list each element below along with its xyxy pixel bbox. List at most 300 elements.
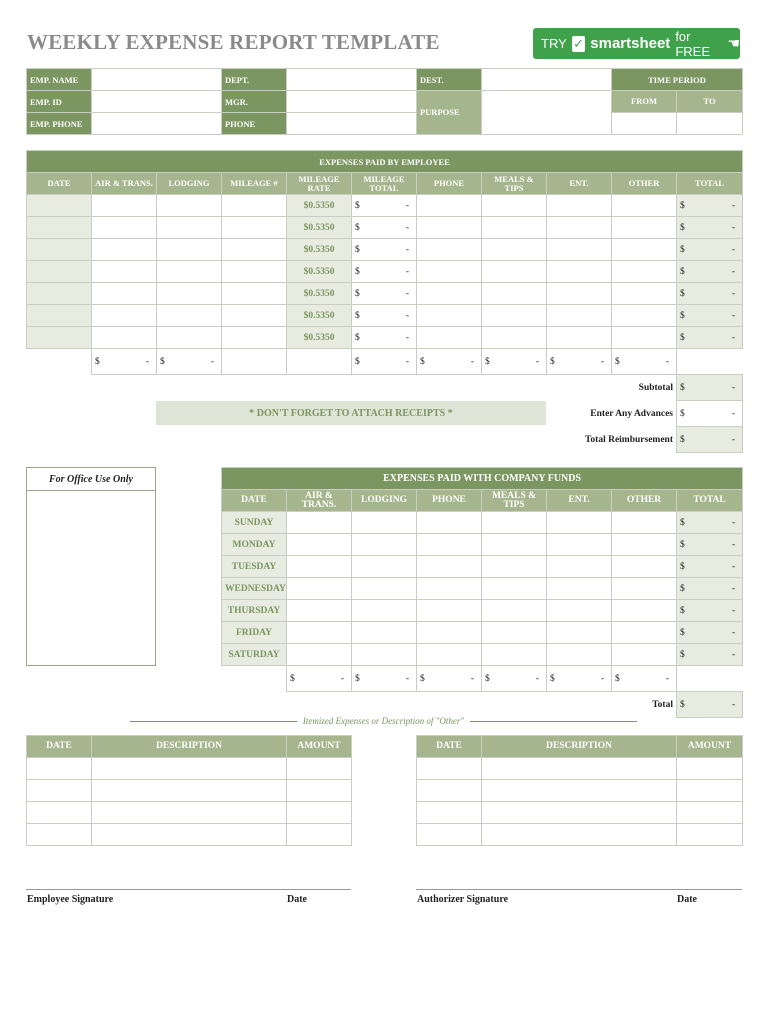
company-expense-input-cell[interactable] [612, 600, 677, 622]
company-col-header: ENT. [547, 490, 612, 512]
company-expense-input-cell[interactable] [612, 622, 677, 644]
company-total-value [677, 692, 743, 718]
mileage-total-cell [352, 261, 417, 283]
currency-symbol: $ [550, 673, 555, 684]
currency-symbol: $ [355, 200, 360, 211]
mileage-total-cell [352, 305, 417, 327]
amount-value: - [731, 332, 736, 343]
purpose-field[interactable] [482, 91, 612, 135]
company-expense-input-cell[interactable] [482, 556, 547, 578]
company-expense-input-cell[interactable] [352, 644, 417, 666]
date-cell[interactable] [27, 305, 92, 327]
company-expense-input-cell[interactable] [612, 578, 677, 600]
expense-input-cell[interactable] [417, 261, 482, 283]
row-total-cell [677, 305, 743, 327]
expense-input-cell[interactable] [92, 327, 157, 349]
currency-symbol: $ [680, 583, 685, 594]
company-column-totals-row [222, 666, 743, 692]
company-day-row [222, 578, 743, 600]
currency-symbol: $ [680, 649, 685, 660]
day-label: FRIDAY [222, 622, 287, 644]
expense-input-cell[interactable] [612, 239, 677, 261]
date-cell[interactable] [27, 283, 92, 305]
mileage-rate-cell: $0.5350 [287, 261, 352, 283]
amount-value: - [405, 310, 409, 321]
expense-input-cell[interactable] [157, 217, 222, 239]
expense-input-cell[interactable] [482, 217, 547, 239]
currency-symbol: $ [95, 356, 100, 367]
company-column-total-cell [287, 666, 352, 692]
employee-signature-label: Employee Signature [27, 894, 114, 905]
mileage-rate-cell: $0.5350 [287, 239, 352, 261]
emp-phone-field[interactable] [92, 113, 222, 135]
expense-input-cell[interactable] [547, 195, 612, 217]
amount-value: - [405, 356, 409, 367]
company-expense-input-cell[interactable] [287, 644, 352, 666]
amount-value: - [535, 356, 539, 367]
page-title: WEEKLY EXPENSE REPORT TEMPLATE [27, 30, 440, 54]
itemized-col-header: DATE [417, 736, 482, 758]
itemized-input-cell[interactable] [417, 802, 482, 824]
currency-symbol: $ [355, 266, 360, 277]
mileage-total-cell [352, 239, 417, 261]
company-expense-input-cell[interactable] [287, 556, 352, 578]
day-total-cell [677, 644, 743, 666]
amount-value: - [405, 244, 409, 255]
dest-field[interactable] [482, 69, 612, 91]
from-field[interactable] [612, 113, 677, 135]
company-expense-input-cell[interactable] [417, 512, 482, 534]
expense-input-cell[interactable] [482, 305, 547, 327]
amount-value: - [731, 561, 736, 572]
company-expense-input-cell[interactable] [612, 644, 677, 666]
employee-date-label: Date [287, 894, 307, 905]
date-cell[interactable] [27, 261, 92, 283]
expense-input-cell[interactable] [417, 239, 482, 261]
expense-input-cell[interactable] [157, 239, 222, 261]
currency-symbol: $ [680, 561, 685, 572]
divider-line-left [130, 721, 297, 722]
amount-value: - [731, 699, 736, 710]
amount-value: - [731, 200, 736, 211]
itemized-col-header: DATE [27, 736, 92, 758]
mileage-rate-cell: $0.5350 [287, 217, 352, 239]
column-total-cell [352, 349, 417, 375]
expense-input-cell[interactable] [417, 217, 482, 239]
try-label: TRY [541, 36, 567, 51]
company-expense-input-cell[interactable] [547, 512, 612, 534]
try-smartsheet-button[interactable] [533, 28, 740, 59]
itemized-input-cell[interactable] [482, 824, 677, 846]
spacer [27, 349, 92, 375]
itemized-input-cell[interactable] [287, 802, 352, 824]
spacer [677, 349, 743, 375]
day-label: WEDNESDAY [222, 578, 287, 600]
office-use-box [26, 467, 156, 666]
itemized-input-cell[interactable] [677, 824, 743, 846]
expense-input-cell[interactable] [92, 305, 157, 327]
company-day-row [222, 600, 743, 622]
company-day-row [222, 512, 743, 534]
amount-value: - [340, 673, 344, 684]
employee-col-header: MILEAGE RATE [287, 173, 352, 195]
currency-symbol: $ [680, 288, 685, 299]
itemized-input-cell[interactable] [92, 780, 287, 802]
expense-input-cell[interactable] [547, 283, 612, 305]
authorizer-signature-label: Authorizer Signature [417, 894, 509, 905]
mileage-total-cell [352, 195, 417, 217]
itemized-row [27, 758, 352, 780]
expense-input-cell[interactable] [612, 217, 677, 239]
office-use-label: For Office Use Only [27, 468, 155, 491]
itemized-input-cell[interactable] [417, 824, 482, 846]
expense-input-cell[interactable] [612, 195, 677, 217]
amount-value: - [731, 310, 736, 321]
from-label: FROM [612, 91, 677, 113]
currency-symbol: $ [680, 605, 685, 616]
itemized-input-cell[interactable] [27, 780, 92, 802]
amount-value: - [665, 356, 669, 367]
company-day-row [222, 556, 743, 578]
expense-input-cell[interactable] [482, 327, 547, 349]
expense-input-cell[interactable] [222, 195, 287, 217]
company-expense-input-cell[interactable] [612, 534, 677, 556]
expense-input-cell[interactable] [157, 283, 222, 305]
mgr-field[interactable] [287, 91, 417, 113]
company-expense-input-cell[interactable] [352, 622, 417, 644]
emp-phone-label: EMP. PHONE [27, 113, 92, 135]
company-expense-input-cell[interactable] [352, 512, 417, 534]
currency-symbol: $ [615, 356, 620, 367]
expense-input-cell[interactable] [222, 283, 287, 305]
itemized-input-cell[interactable] [287, 824, 352, 846]
expense-input-cell[interactable] [92, 283, 157, 305]
mileage-total-cell [352, 283, 417, 305]
employee-col-header: AIR & TRANS. [92, 173, 157, 195]
amount-value: - [145, 356, 149, 367]
amount-value: - [405, 288, 409, 299]
company-expense-input-cell[interactable] [547, 622, 612, 644]
company-expense-input-cell[interactable] [287, 578, 352, 600]
itemized-label: Itemized Expenses or Description of "Other" [302, 716, 465, 726]
currency-symbol: $ [355, 356, 360, 367]
amount-value: - [731, 583, 736, 594]
amount-value: - [405, 266, 409, 277]
subtotal-row [27, 375, 743, 401]
company-expense-input-cell[interactable] [482, 578, 547, 600]
date-cell[interactable] [27, 217, 92, 239]
employee-expense-row [27, 217, 743, 239]
employee-col-header: MILEAGE # [222, 173, 287, 195]
employee-col-header: ENT. [547, 173, 612, 195]
itemized-input-cell[interactable] [482, 802, 677, 824]
authorizer-signature-line[interactable] [416, 889, 742, 890]
company-expense-input-cell[interactable] [482, 534, 547, 556]
row-total-cell [677, 239, 743, 261]
currency-symbol: $ [680, 222, 685, 233]
mileage-rate-cell: $0.5350 [287, 305, 352, 327]
company-expense-input-cell[interactable] [287, 600, 352, 622]
column-total-cell [92, 349, 157, 375]
company-expense-input-cell[interactable] [417, 600, 482, 622]
employee-col-header: OTHER [612, 173, 677, 195]
expense-input-cell[interactable] [157, 195, 222, 217]
expense-input-cell[interactable] [482, 283, 547, 305]
itemized-row [417, 824, 743, 846]
company-expense-input-cell[interactable] [547, 644, 612, 666]
column-total-cell [157, 349, 222, 375]
company-column-total-cell [547, 666, 612, 692]
itemized-row [27, 780, 352, 802]
company-col-header: PHONE [417, 490, 482, 512]
company-column-total-cell [417, 666, 482, 692]
dept-field[interactable] [287, 69, 417, 91]
expense-input-cell[interactable] [547, 327, 612, 349]
date-cell[interactable] [27, 239, 92, 261]
currency-symbol: $ [160, 356, 165, 367]
day-label: MONDAY [222, 534, 287, 556]
expense-input-cell[interactable] [222, 305, 287, 327]
company-expense-input-cell[interactable] [482, 644, 547, 666]
employee-expense-row [27, 305, 743, 327]
currency-symbol: $ [680, 627, 685, 638]
emp-name-label: EMP. NAME [27, 69, 92, 91]
expense-input-cell[interactable] [547, 261, 612, 283]
company-expense-input-cell[interactable] [352, 600, 417, 622]
expense-input-cell[interactable] [417, 283, 482, 305]
expense-input-cell[interactable] [482, 195, 547, 217]
employee-col-header: DATE [27, 173, 92, 195]
itemized-input-cell[interactable] [27, 824, 92, 846]
day-total-cell [677, 512, 743, 534]
currency-symbol: $ [420, 356, 425, 367]
currency-symbol: $ [420, 673, 425, 684]
amount-value: - [600, 356, 604, 367]
amount-value: - [731, 244, 736, 255]
expense-input-cell[interactable] [482, 261, 547, 283]
company-column-total-cell [612, 666, 677, 692]
employee-column-totals-row [27, 349, 743, 375]
employee-expense-row [27, 283, 743, 305]
expense-input-cell[interactable] [417, 195, 482, 217]
expense-input-cell[interactable] [482, 239, 547, 261]
itemized-input-cell[interactable] [417, 780, 482, 802]
company-total-row [222, 692, 743, 718]
employee-col-header: MILEAGE TOTAL [352, 173, 417, 195]
company-expense-input-cell[interactable] [287, 512, 352, 534]
company-total-label: Total [652, 699, 673, 710]
company-expense-input-cell[interactable] [352, 578, 417, 600]
itemized-input-cell[interactable] [92, 824, 287, 846]
expense-input-cell[interactable] [547, 305, 612, 327]
amount-value: - [210, 356, 214, 367]
company-expense-input-cell[interactable] [482, 600, 547, 622]
to-label: TO [677, 91, 743, 113]
employee-expense-row [27, 239, 743, 261]
expense-input-cell[interactable] [417, 305, 482, 327]
amount-value: - [731, 517, 736, 528]
day-total-cell [677, 578, 743, 600]
company-expenses-table [221, 467, 743, 718]
itemized-input-cell[interactable] [677, 780, 743, 802]
itemized-table-right [416, 735, 743, 846]
mileage-total-cell [352, 217, 417, 239]
itemized-input-cell[interactable] [92, 758, 287, 780]
amount-value: - [405, 673, 409, 684]
amount-value: - [731, 649, 736, 660]
mgr-label: MGR. [222, 91, 287, 113]
currency-symbol: $ [680, 382, 685, 393]
expense-input-cell[interactable] [612, 305, 677, 327]
currency-symbol: $ [680, 434, 685, 445]
company-expense-input-cell[interactable] [482, 512, 547, 534]
expense-input-cell[interactable] [222, 327, 287, 349]
mileage-total-cell [352, 327, 417, 349]
amount-value: - [731, 266, 736, 277]
day-total-cell [677, 622, 743, 644]
expense-input-cell[interactable] [92, 239, 157, 261]
column-total-blank [287, 349, 352, 375]
subtotal-label: Subtotal [638, 382, 673, 393]
expense-input-cell[interactable] [547, 239, 612, 261]
company-expense-input-cell[interactable] [417, 644, 482, 666]
company-expense-input-cell[interactable] [547, 534, 612, 556]
itemized-input-cell[interactable] [677, 802, 743, 824]
divider-line-right [470, 721, 637, 722]
currency-symbol: $ [355, 673, 360, 684]
itemized-input-cell[interactable] [677, 758, 743, 780]
expense-input-cell[interactable] [612, 283, 677, 305]
employee-expense-row [27, 195, 743, 217]
day-label: TUESDAY [222, 556, 287, 578]
day-label: SUNDAY [222, 512, 287, 534]
phone-field[interactable] [287, 113, 417, 135]
expense-input-cell[interactable] [157, 305, 222, 327]
amount-value: - [731, 539, 736, 550]
expense-input-cell[interactable] [222, 261, 287, 283]
employee-expenses-title: EXPENSES PAID BY EMPLOYEE [27, 151, 743, 173]
company-expense-input-cell[interactable] [287, 534, 352, 556]
amount-value: - [731, 382, 736, 393]
currency-symbol: $ [485, 673, 490, 684]
amount-value: - [405, 200, 409, 211]
subtotal-value [677, 375, 743, 401]
company-column-total-cell [352, 666, 417, 692]
itemized-col-header: AMOUNT [287, 736, 352, 758]
checkmark-icon: ✓ [573, 35, 584, 51]
currency-symbol: $ [355, 244, 360, 255]
company-expense-input-cell[interactable] [612, 556, 677, 578]
reimbursement-row [27, 427, 743, 453]
day-label: SATURDAY [222, 644, 287, 666]
company-expense-input-cell[interactable] [417, 622, 482, 644]
expense-input-cell[interactable] [157, 327, 222, 349]
emp-name-field[interactable] [92, 69, 222, 91]
expense-input-cell[interactable] [222, 239, 287, 261]
employee-col-header: LODGING [157, 173, 222, 195]
to-field[interactable] [677, 113, 743, 135]
row-total-cell [677, 261, 743, 283]
company-expense-input-cell[interactable] [612, 512, 677, 534]
currency-symbol: $ [485, 356, 490, 367]
employee-col-header: TOTAL [677, 173, 743, 195]
expense-input-cell[interactable] [157, 261, 222, 283]
itemized-row [417, 802, 743, 824]
itemized-input-cell[interactable] [27, 758, 92, 780]
itemized-input-cell[interactable] [482, 780, 677, 802]
itemized-row [27, 802, 352, 824]
expense-input-cell[interactable] [612, 327, 677, 349]
itemized-input-cell[interactable] [287, 780, 352, 802]
company-expense-input-cell[interactable] [287, 622, 352, 644]
employee-signature-line[interactable] [26, 889, 351, 890]
date-cell[interactable] [27, 195, 92, 217]
company-expense-input-cell[interactable] [417, 556, 482, 578]
company-expense-input-cell[interactable] [547, 556, 612, 578]
authorizer-date-label: Date [677, 894, 697, 905]
itemized-input-cell[interactable] [27, 802, 92, 824]
date-cell[interactable] [27, 327, 92, 349]
company-expense-input-cell[interactable] [352, 534, 417, 556]
receipts-reminder: * DON'T FORGET TO ATTACH RECEIPTS * [156, 401, 546, 425]
expense-input-cell[interactable] [417, 327, 482, 349]
reimbursement-label: Total Reimbursement [584, 434, 673, 445]
expense-input-cell[interactable] [92, 195, 157, 217]
company-expense-input-cell[interactable] [482, 622, 547, 644]
currency-symbol: $ [680, 244, 685, 255]
company-expense-input-cell[interactable] [547, 600, 612, 622]
amount-value: - [731, 288, 736, 299]
expense-input-cell[interactable] [547, 217, 612, 239]
company-col-header: TOTAL [677, 490, 743, 512]
day-total-cell [677, 556, 743, 578]
currency-symbol: $ [680, 310, 685, 321]
expense-input-cell[interactable] [612, 261, 677, 283]
column-total-cell [482, 349, 547, 375]
column-total-blank [222, 349, 287, 375]
row-total-cell [677, 217, 743, 239]
itemized-input-cell[interactable] [417, 758, 482, 780]
currency-symbol: $ [680, 266, 685, 277]
reimbursement-value [677, 427, 743, 453]
currency-symbol: $ [355, 332, 360, 343]
dest-label: DEST. [417, 69, 482, 91]
itemized-input-cell[interactable] [92, 802, 287, 824]
company-col-header: MEALS & TIPS [482, 490, 547, 512]
company-expense-input-cell[interactable] [417, 534, 482, 556]
advances-value [677, 401, 743, 427]
amount-value: - [731, 222, 736, 233]
amount-value: - [405, 222, 409, 233]
itemized-col-header: DESCRIPTION [92, 736, 287, 758]
expense-input-cell[interactable] [92, 261, 157, 283]
itemized-input-cell[interactable] [287, 758, 352, 780]
day-label: THURSDAY [222, 600, 287, 622]
company-col-header: LODGING [352, 490, 417, 512]
company-expense-input-cell[interactable] [417, 578, 482, 600]
amount-value: - [470, 673, 474, 684]
company-expense-input-cell[interactable] [352, 556, 417, 578]
itemized-divider [130, 716, 637, 726]
expense-input-cell[interactable] [222, 217, 287, 239]
itemized-row [417, 780, 743, 802]
itemized-input-cell[interactable] [482, 758, 677, 780]
emp-id-label: EMP. ID [27, 91, 92, 113]
emp-id-field[interactable] [92, 91, 222, 113]
dept-label: DEPT. [222, 69, 287, 91]
company-expense-input-cell[interactable] [547, 578, 612, 600]
expense-input-cell[interactable] [92, 217, 157, 239]
